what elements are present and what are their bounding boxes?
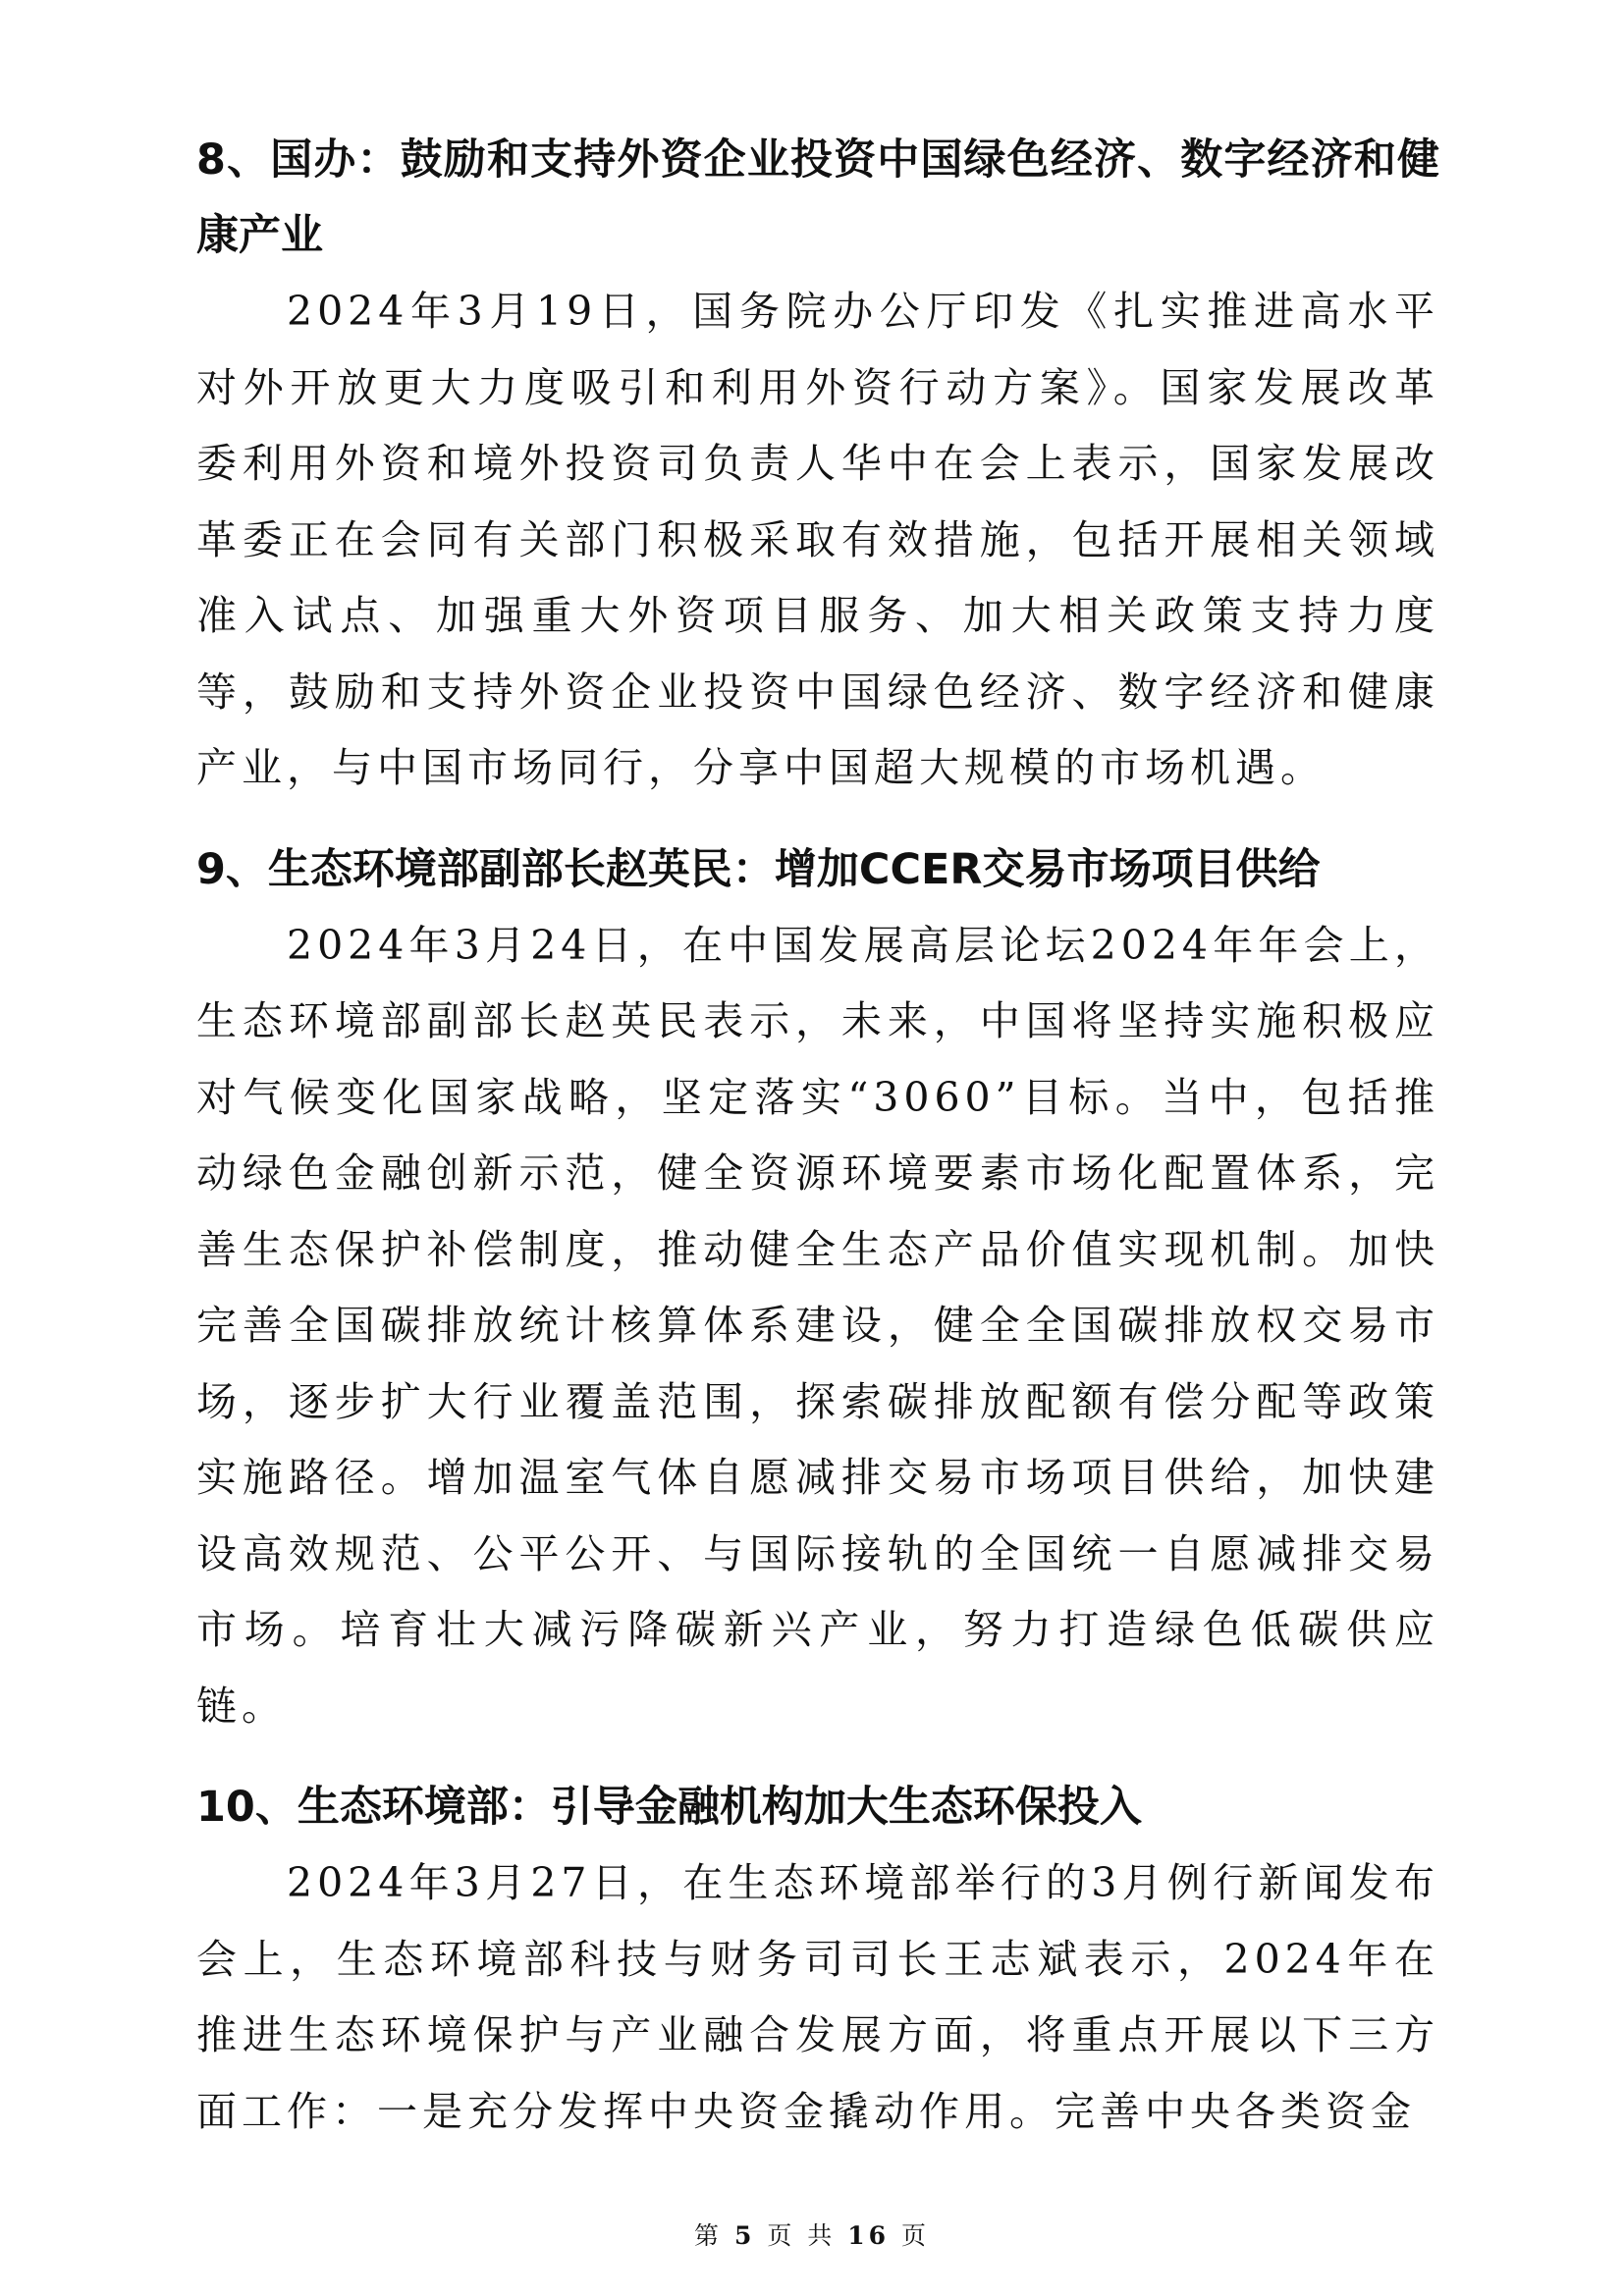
footer-prefix: 第: [694, 2221, 724, 2250]
document-page: [196, 123, 1439, 2150]
section-heading-10: 10、生态环境部：引导金融机构加大生态环保投入: [196, 1783, 1142, 1832]
footer-page-number: 5: [733, 2221, 756, 2250]
footer-suffix: 页: [900, 2221, 930, 2250]
section-heading-9: 9、生态环境部副部长赵英民：增加CCER交易市场项目供给: [196, 844, 1321, 894]
page-footer: [0, 2216, 1624, 2252]
section-heading-8: 8、国办：鼓励和支持外资企业投资中国绿色经济、数字经济和健康产业: [196, 135, 1439, 260]
section-body-9: 2024年3月24日，在中国发展高层论坛2024年年会上，生态环境部副部长赵英民表示，未来，中国将坚持实施积极应对气候变化国家战略，坚定落实“3060”目标。当中，包括推动绿色金融创新示范，健全资源环境要素市场化配置体系，完善生态保护补偿制度，推动健全生态产品价值实现机制。加快完善全国碳排放统计核算体系建设，健全全国碳排放权交易市场，逐步扩大行业覆盖范围，探索碳排放配额有偿分配等政策实施路径。增加温室气体自愿减排交易市场项目供给，加快建设高效规范、公平公开、与国际接轨的全国统一自愿减排交易市场。培育壮大减污降碳新兴产业，努力打造绿色低碳供应链。: [196, 921, 1439, 1730]
section-body-8: 2024年3月19日，国务院办公厅印发《扎实推进高水平对外开放更大力度吸引和利用外资行动方案》。国家发展改革委利用外资和境外投资司负责人华中在会上表示，国家发展改革委正在会同有关部门积极采取有效措施，包括开展相关领域准入试点、加强重大外资项目服务、加大相关政策支持力度等，鼓励和支持外资企业投资中国绿色经济、数字经济和健康产业，与中国市场同行，分享中国超大规模的市场机遇。: [196, 288, 1439, 791]
footer-middle: 页 共: [767, 2221, 837, 2250]
footer-total-pages: 16: [847, 2221, 891, 2250]
section-body-10: 2024年3月27日，在生态环境部举行的3月例行新闻发布会上，生态环境部科技与财务司司长王志斌表示，2024年在推进生态环境保护与产业融合发展方面，将重点开展以下三方面工作：一是充分发挥中央资金撬动作用。完善中央各类资金: [196, 1859, 1439, 2135]
